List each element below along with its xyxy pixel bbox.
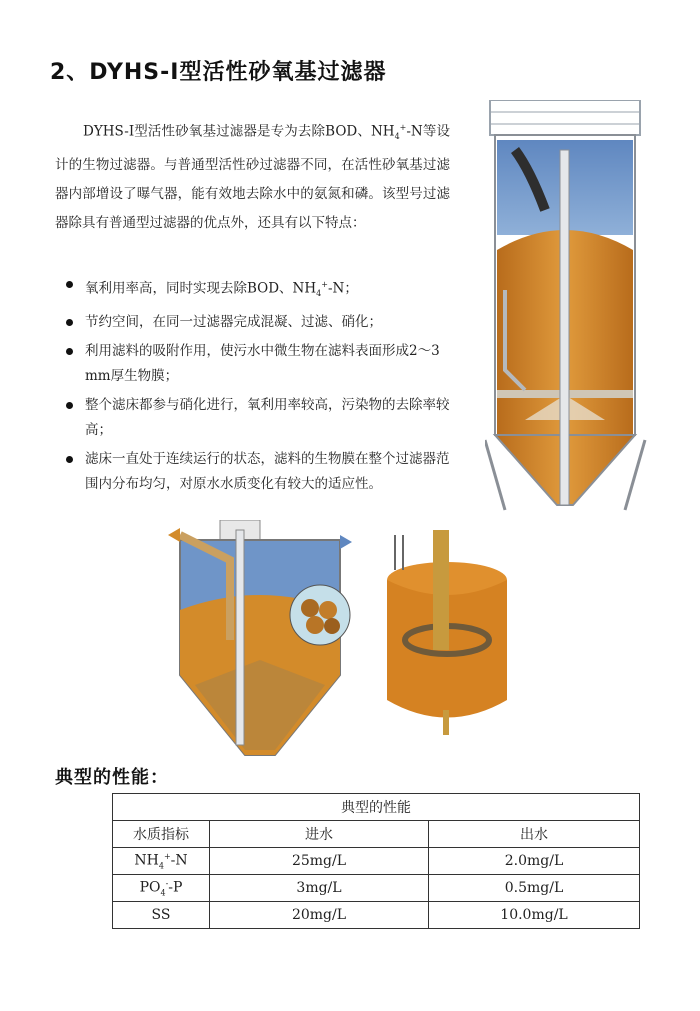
header-indicator: 水质指标 (113, 821, 210, 848)
intro-text-b: -N等设计的生物过滤器。与普通型活性砂过滤器不同，在活性砂氧基过滤器内部增设了曝气器，能有效地去除水中的氨氮和磷。该型号过滤器除具有普通型过滤器的优点外，还具有以下特点： (55, 123, 451, 232)
filter-cutaway-illustration (485, 100, 650, 520)
table-row (113, 875, 640, 902)
row-inflow: 25mg/L (210, 848, 429, 875)
row-indicator: $PO_4^--P$ (113, 875, 210, 902)
page-title: 2、DYHS-I型活性砂氧基过滤器 (50, 60, 387, 85)
bullet-text: 氧利用率高，同时实现去除BOD、NH (85, 280, 317, 297)
chem-subscript: 4 (394, 132, 400, 142)
table-row (113, 902, 640, 929)
list-item (85, 272, 455, 306)
performance-heading: 典型的性能： (55, 767, 169, 788)
header-outflow: 出水 (429, 821, 640, 848)
list-item (85, 310, 455, 335)
chem-subscript: 4 (316, 289, 322, 299)
list-item (85, 339, 455, 389)
bullet-text: 滤床一直处于连续运行的状态，滤料的生物膜在整个过滤器范围内分布均匀，对原水水质变化有较大的适应性。 (85, 451, 450, 493)
row-outflow: 2.0mg/L (429, 848, 640, 875)
list-item (85, 447, 455, 497)
table-row (113, 848, 640, 875)
list-item (85, 393, 455, 443)
filter-3d-render (375, 530, 515, 740)
bullet-text: 整个滤床都参与硝化进行，氧利用率较高，污染物的去除率较高； (85, 397, 450, 439)
chem-superscript: + (321, 280, 328, 289)
row-outflow: 0.5mg/L (429, 875, 640, 902)
bullet-text: 节约空间，在同一过滤器完成混凝、过滤、硝化； (85, 314, 382, 331)
row-indicator: $NH_4^+-N$ (113, 848, 210, 875)
bullet-text: -N； (327, 280, 358, 297)
row-outflow: 10.0mg/L (429, 902, 640, 929)
feature-list (85, 272, 455, 501)
bullet-text: 利用滤料的吸附作用，使污水中微生物在滤料表面形成2～3 mm厚生物膜； (85, 343, 440, 385)
row-inflow: 3mg/L (210, 875, 429, 902)
row-inflow: 20mg/L (210, 902, 429, 929)
header-inflow: 进水 (210, 821, 429, 848)
table-title: 典型的性能 (113, 794, 640, 821)
table-row (113, 794, 640, 821)
table-header-row (113, 821, 640, 848)
chem-superscript: + (399, 123, 407, 132)
row-indicator: SS (113, 902, 210, 929)
performance-table (112, 793, 640, 929)
intro-text-a: DYHS-I型活性砂氧基过滤器是专为去除BOD、NH (83, 123, 395, 140)
filter-flow-diagram (160, 520, 360, 765)
intro-paragraph (55, 113, 450, 238)
